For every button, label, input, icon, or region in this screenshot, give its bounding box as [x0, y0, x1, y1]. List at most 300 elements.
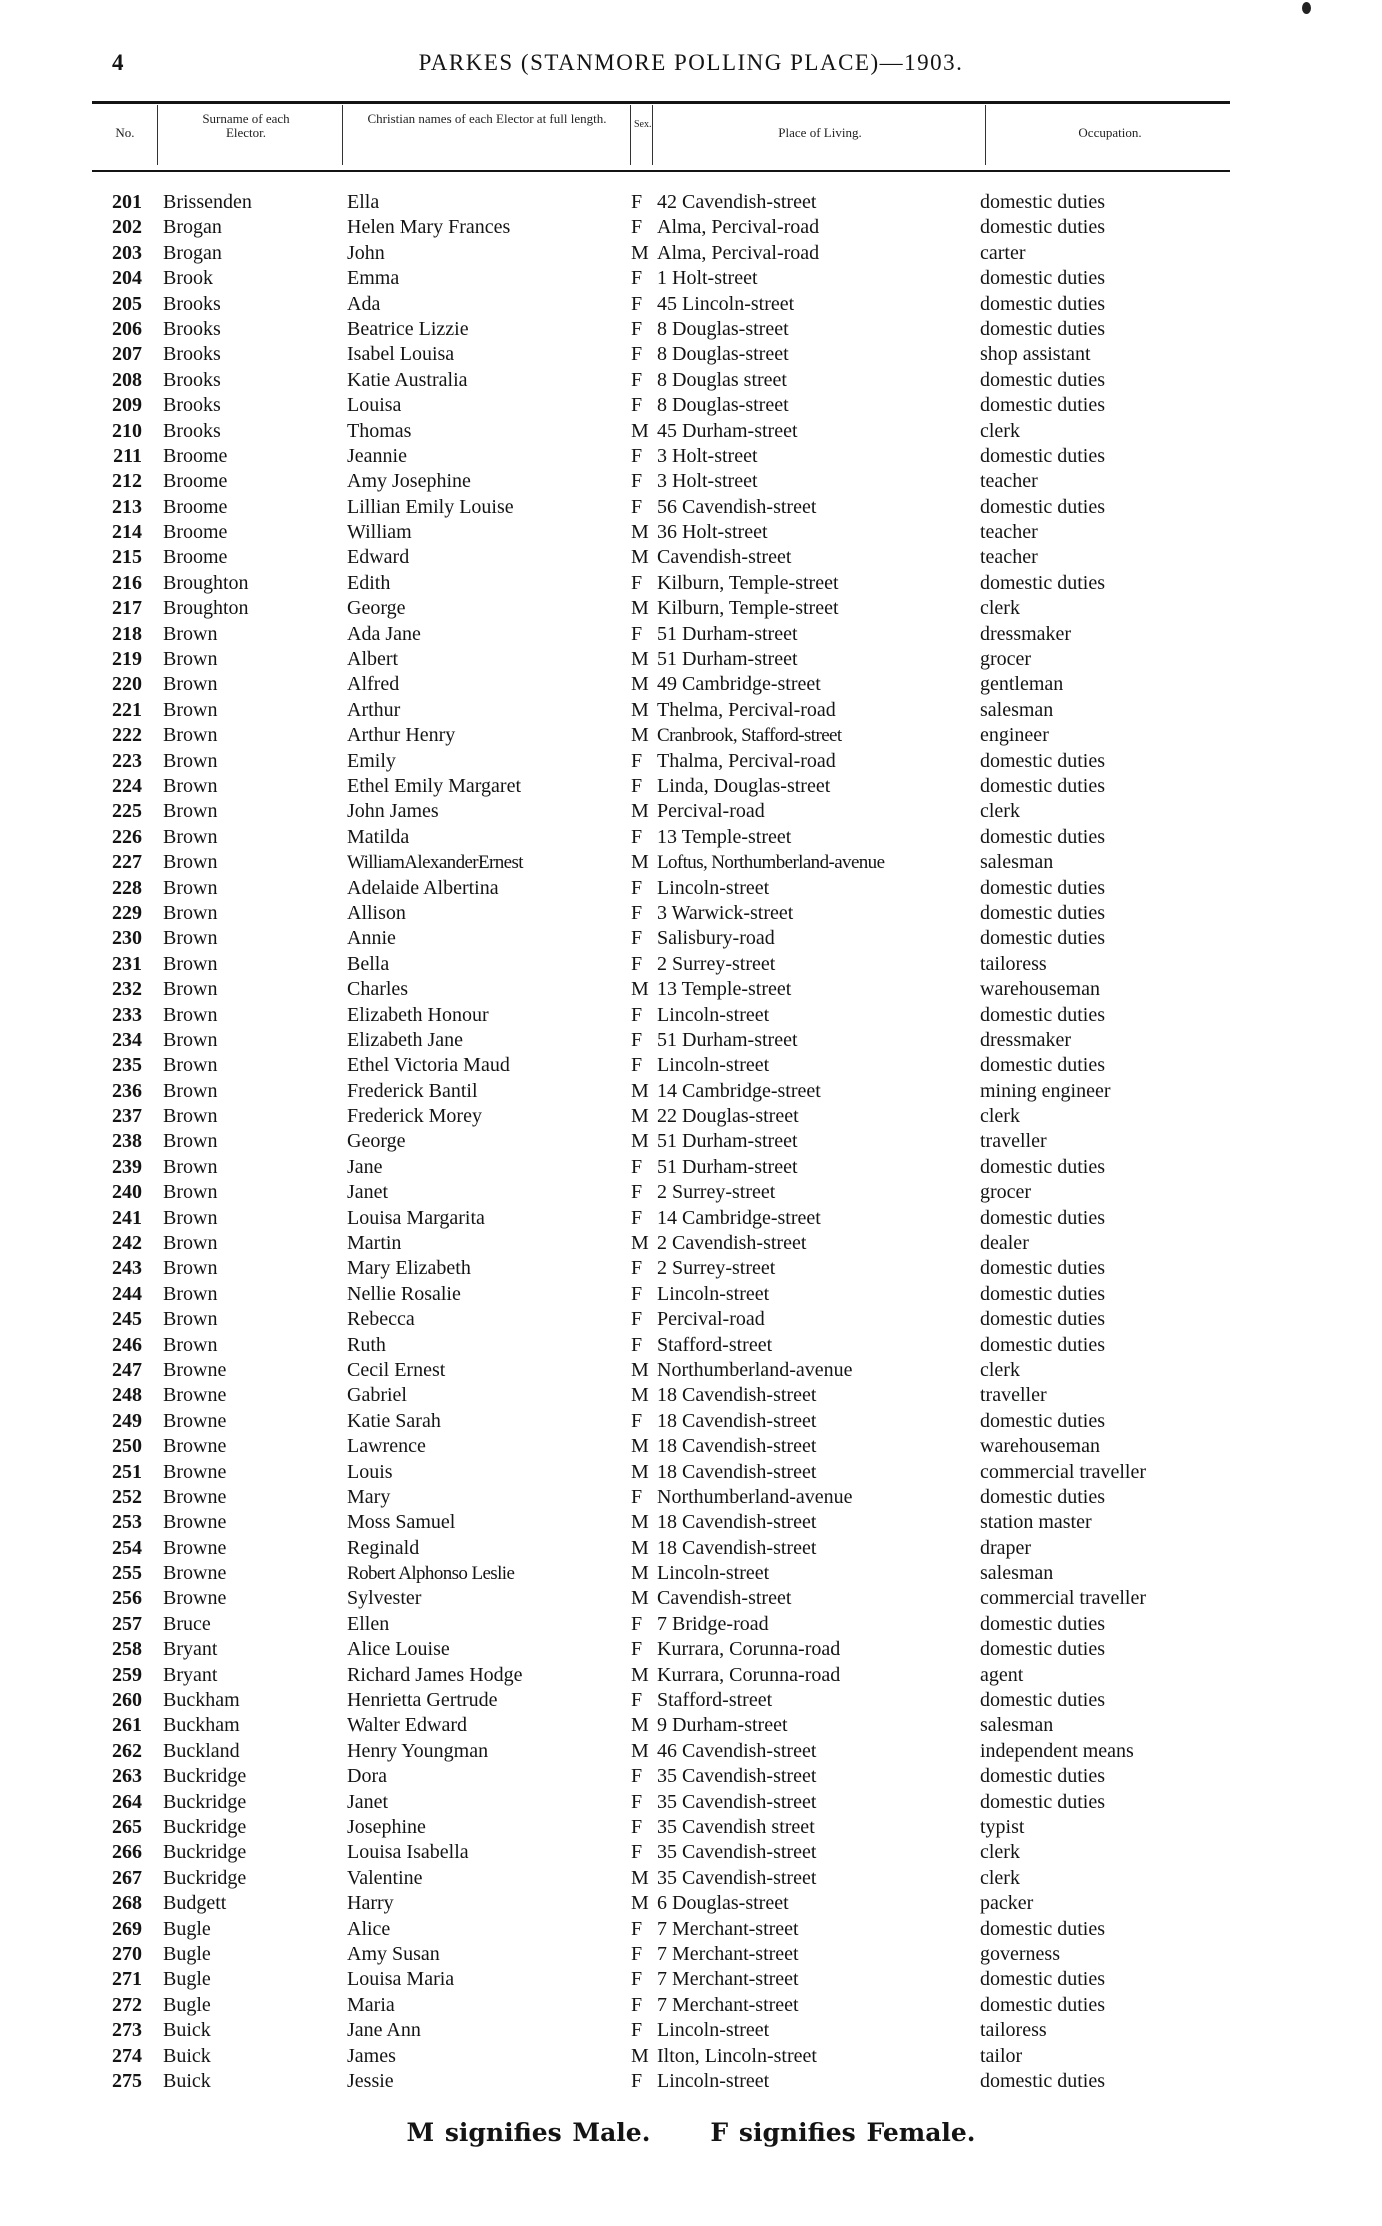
elector-christian-names: Mary Elizabeth	[347, 1257, 471, 1280]
table-row	[0, 2018, 1382, 2043]
table-row	[0, 1561, 1382, 1586]
table-row	[0, 850, 1382, 875]
elector-place-of-living: 36 Holt-street	[657, 521, 768, 544]
elector-sex: M	[631, 241, 649, 264]
elector-occupation: domestic duties	[980, 1206, 1105, 1229]
table-row	[0, 774, 1382, 799]
elector-occupation: domestic duties	[980, 216, 1105, 239]
elector-christian-names: Reginald	[347, 1536, 420, 1559]
elector-place-of-living: Linda, Douglas-street	[657, 774, 831, 797]
table-row	[0, 1307, 1382, 1332]
elector-occupation: domestic duties	[980, 1790, 1105, 1813]
elector-surname: Brooks	[163, 292, 221, 315]
elector-sex: M	[631, 1384, 649, 1407]
elector-occupation: teacher	[980, 521, 1038, 544]
elector-number: 202	[112, 216, 142, 239]
elector-place-of-living: 51 Durham-street	[657, 648, 798, 671]
column-header-christian: Christian names of each Elector at full length.	[367, 111, 607, 126]
column-header-occupation: Occupation.	[1078, 125, 1142, 140]
elector-surname: Browne	[163, 1485, 227, 1508]
elector-occupation: agent	[980, 1663, 1024, 1686]
elector-occupation: traveller	[980, 1384, 1047, 1407]
elector-occupation: domestic duties	[980, 571, 1105, 594]
elector-christian-names: Martin	[347, 1232, 402, 1255]
elector-surname: Budgett	[163, 1892, 227, 1915]
table-row	[0, 571, 1382, 596]
elector-place-of-living: 51 Durham-street	[657, 1028, 798, 1051]
table-row	[0, 1510, 1382, 1535]
elector-surname: Brooks	[163, 394, 221, 417]
elector-surname: Bugle	[163, 1993, 211, 2016]
elector-occupation: domestic duties	[980, 444, 1105, 467]
elector-place-of-living: 1 Holt-street	[657, 267, 758, 290]
elector-place-of-living: 45 Durham-street	[657, 419, 798, 442]
elector-sex: M	[631, 1079, 649, 1102]
elector-occupation: draper	[980, 1536, 1032, 1559]
elector-christian-names: Annie	[347, 927, 396, 950]
column-header-surname: Surname of each Elector.	[202, 111, 290, 140]
elector-christian-names: James	[347, 2044, 396, 2067]
elector-surname: Brown	[163, 927, 218, 950]
elector-surname: Brown	[163, 1155, 218, 1178]
elector-christian-names: Adelaide Albertina	[347, 876, 499, 899]
elector-occupation: domestic duties	[980, 1282, 1105, 1305]
elector-occupation: domestic duties	[980, 267, 1105, 290]
elector-christian-names: Robert Alphonso Leslie	[347, 1563, 515, 1585]
elector-sex: F	[631, 1333, 643, 1356]
elector-occupation: salesman	[980, 1714, 1054, 1737]
elector-number: 266	[112, 1841, 142, 1864]
elector-number: 268	[112, 1892, 142, 1915]
elector-number: 257	[112, 1612, 142, 1635]
elector-number: 255	[112, 1562, 142, 1585]
elector-sex: F	[631, 749, 643, 772]
elector-sex: F	[631, 1790, 643, 1813]
table-row	[0, 1663, 1382, 1688]
elector-surname: Brooks	[163, 343, 221, 366]
elector-christian-names: Moss Samuel	[347, 1511, 456, 1534]
elector-surname: Brown	[163, 876, 218, 899]
table-row	[0, 1917, 1382, 1942]
column-header-sex: Sex.	[634, 119, 652, 130]
elector-place-of-living: Lincoln-street	[657, 1282, 770, 1305]
elector-place-of-living: 51 Durham-street	[657, 1155, 798, 1178]
elector-place-of-living: 8 Douglas-street	[657, 317, 789, 340]
elector-sex: M	[631, 1232, 649, 1255]
elector-surname: Buckridge	[163, 1866, 247, 1889]
elector-surname: Broome	[163, 546, 228, 569]
elector-surname: Brooks	[163, 368, 221, 391]
elector-sex: F	[631, 1816, 643, 1838]
table-row	[0, 469, 1382, 494]
elector-christian-names: Cecil Ernest	[347, 1358, 446, 1381]
elector-occupation: domestic duties	[980, 876, 1105, 899]
elector-occupation: grocer	[980, 1181, 1032, 1204]
elector-sex: M	[631, 1358, 649, 1381]
elector-number: 213	[112, 495, 142, 518]
table-row	[0, 2069, 1382, 2094]
elector-surname: Brook	[163, 267, 213, 290]
elector-sex: F	[631, 1155, 643, 1178]
elector-christian-names: Beatrice Lizzie	[347, 317, 469, 340]
elector-place-of-living: 3 Holt-street	[657, 444, 758, 467]
elector-place-of-living: Northumberland-avenue	[657, 1358, 853, 1381]
elector-christian-names: Louis	[347, 1460, 393, 1483]
elector-place-of-living: 7 Bridge-road	[657, 1612, 769, 1635]
elector-christian-names: Jane	[347, 1155, 383, 1178]
column-header-no: No.	[115, 125, 135, 140]
elector-surname: Brogan	[163, 216, 222, 239]
table-row	[0, 1739, 1382, 1764]
elector-occupation: domestic duties	[980, 927, 1105, 950]
elector-sex: F	[631, 1409, 643, 1432]
elector-surname: Browne	[163, 1562, 227, 1585]
elector-place-of-living: Ilton, Lincoln-street	[657, 2044, 817, 2067]
table-row	[0, 241, 1382, 266]
elector-christian-names: Charles	[347, 978, 409, 1001]
elector-sex: M	[631, 1663, 649, 1686]
elector-surname: Brown	[163, 698, 218, 721]
elector-occupation: domestic duties	[980, 191, 1105, 213]
elector-occupation: domestic duties	[980, 1409, 1105, 1432]
elector-sex: M	[631, 673, 649, 696]
elector-surname: Buick	[163, 2044, 211, 2067]
table-row	[0, 190, 1382, 215]
elector-sex: F	[631, 1968, 643, 1991]
elector-number: 204	[112, 267, 142, 290]
elector-christian-names: Alfred	[347, 673, 400, 696]
elector-occupation: domestic duties	[980, 1917, 1105, 1940]
elector-christian-names: Thomas	[347, 419, 412, 442]
table-row	[0, 266, 1382, 291]
elector-place-of-living: 51 Durham-street	[657, 1130, 798, 1153]
table-row	[0, 1409, 1382, 1434]
elector-christian-names: Edith	[347, 571, 391, 594]
elector-place-of-living: 18 Cavendish-street	[657, 1435, 817, 1458]
elector-sex: F	[631, 825, 643, 848]
table-row	[0, 1104, 1382, 1129]
elector-number: 241	[112, 1206, 142, 1229]
elector-place-of-living: Lincoln-street	[657, 876, 770, 899]
elector-christian-names: Katie Sarah	[347, 1409, 441, 1432]
elector-christian-names: Ellen	[347, 1612, 390, 1635]
elector-surname: Browne	[163, 1384, 227, 1407]
elector-surname: Bryant	[163, 1638, 218, 1661]
elector-surname: Brown	[163, 622, 218, 645]
elector-christian-names: Alice	[347, 1917, 391, 1940]
table-row	[0, 1688, 1382, 1713]
table-row	[0, 368, 1382, 393]
elector-number: 264	[112, 1790, 142, 1813]
elector-number: 238	[112, 1130, 142, 1153]
elector-surname: Browne	[163, 1358, 227, 1381]
elector-christian-names: Richard James Hodge	[347, 1663, 523, 1686]
elector-sex: F	[631, 1612, 643, 1635]
elector-number: 227	[112, 851, 142, 874]
elector-surname: Browne	[163, 1536, 227, 1559]
elector-christian-names: Katie Australia	[347, 368, 468, 391]
elector-place-of-living: Percival-road	[657, 1308, 765, 1331]
elector-occupation: tailor	[980, 2044, 1023, 2067]
elector-christian-names: WilliamAlexanderErnest	[347, 852, 523, 874]
elector-sex: M	[631, 1435, 649, 1458]
table-row	[0, 672, 1382, 697]
elector-christian-names: Bella	[347, 952, 390, 975]
elector-place-of-living: 2 Surrey-street	[657, 1257, 776, 1280]
elector-number: 240	[112, 1181, 142, 1204]
elector-place-of-living: 13 Temple-street	[657, 978, 792, 1001]
elector-christian-names: Emily	[347, 749, 396, 772]
elector-sex: M	[631, 698, 649, 721]
elector-occupation: commercial traveller	[980, 1460, 1147, 1483]
elector-sex: F	[631, 1003, 643, 1026]
table-row	[0, 317, 1382, 342]
elector-sex: F	[631, 1282, 643, 1305]
column-divider	[157, 105, 158, 165]
elector-sex: F	[631, 901, 643, 924]
elector-christian-names: Nellie Rosalie	[347, 1282, 461, 1305]
elector-place-of-living: Lincoln-street	[657, 2019, 770, 2042]
elector-place-of-living: 35 Cavendish-street	[657, 1765, 817, 1788]
elector-surname: Brown	[163, 673, 218, 696]
elector-surname: Buckridge	[163, 1816, 247, 1838]
elector-christian-names: Amy Susan	[347, 1942, 440, 1965]
elector-surname: Bugle	[163, 1968, 211, 1991]
elector-place-of-living: 18 Cavendish-street	[657, 1536, 817, 1559]
elector-sex: M	[631, 1714, 649, 1737]
elector-number: 234	[112, 1028, 142, 1051]
elector-christian-names: Helen Mary Frances	[347, 216, 511, 239]
elector-surname: Brown	[163, 952, 218, 975]
table-row	[0, 647, 1382, 672]
elector-place-of-living: Cavendish-street	[657, 1587, 792, 1610]
elector-christian-names: Ethel Emily Margaret	[347, 774, 522, 797]
elector-occupation: traveller	[980, 1130, 1047, 1153]
elector-christian-names: Mary	[347, 1485, 391, 1508]
elector-place-of-living: 56 Cavendish-street	[657, 495, 817, 518]
elector-list	[0, 190, 1382, 2094]
table-row	[0, 419, 1382, 444]
elector-occupation: domestic duties	[980, 1485, 1105, 1508]
table-row	[0, 1790, 1382, 1815]
elector-sex: M	[631, 597, 649, 620]
elector-occupation: dressmaker	[980, 1028, 1072, 1051]
elector-sex: M	[631, 800, 649, 823]
elector-surname: Brown	[163, 1282, 218, 1305]
elector-christian-names: Ethel Victoria Maud	[347, 1054, 510, 1077]
column-divider	[985, 105, 986, 165]
table-row	[0, 292, 1382, 317]
elector-place-of-living: 8 Douglas-street	[657, 343, 789, 366]
table-row	[0, 1358, 1382, 1383]
elector-christian-names: Janet	[347, 1790, 389, 1813]
table-row	[0, 1460, 1382, 1485]
table-row	[0, 1815, 1382, 1840]
elector-number: 212	[112, 470, 142, 493]
elector-place-of-living: 7 Merchant-street	[657, 1993, 799, 2016]
table-row	[0, 596, 1382, 621]
elector-surname: Browne	[163, 1460, 227, 1483]
elector-number: 244	[112, 1282, 142, 1305]
table-row	[0, 1028, 1382, 1053]
elector-christian-names: Louisa	[347, 394, 402, 417]
elector-christian-names: Lawrence	[347, 1435, 426, 1458]
elector-occupation: governess	[980, 1942, 1060, 1965]
elector-number: 231	[112, 952, 142, 975]
elector-occupation: carter	[980, 241, 1026, 264]
elector-christian-names: Maria	[347, 1993, 395, 2016]
elector-occupation: station master	[980, 1511, 1092, 1534]
elector-number: 258	[112, 1638, 142, 1661]
elector-number: 272	[112, 1993, 142, 2016]
elector-sex: F	[631, 622, 643, 645]
elector-number: 237	[112, 1105, 142, 1128]
table-row	[0, 1079, 1382, 1104]
elector-sex: F	[631, 191, 643, 213]
elector-occupation: tailoress	[980, 2019, 1047, 2042]
elector-occupation: salesman	[980, 698, 1054, 721]
elector-number: 220	[112, 673, 142, 696]
elector-sex: F	[631, 952, 643, 975]
elector-number: 259	[112, 1663, 142, 1686]
elector-surname: Buckridge	[163, 1765, 247, 1788]
elector-surname: Brown	[163, 1206, 218, 1229]
elector-sex: F	[631, 394, 643, 417]
elector-sex: F	[631, 1689, 643, 1712]
table-row	[0, 1003, 1382, 1028]
elector-number: 242	[112, 1232, 142, 1255]
elector-sex: F	[631, 216, 643, 239]
elector-occupation: dealer	[980, 1232, 1029, 1255]
elector-occupation: domestic duties	[980, 1968, 1105, 1991]
elector-christian-names: Louisa Margarita	[347, 1206, 485, 1229]
elector-sex: F	[631, 1917, 643, 1940]
elector-place-of-living: Lincoln-street	[657, 1003, 770, 1026]
elector-sex: F	[631, 1028, 643, 1051]
elector-place-of-living: Cavendish-street	[657, 546, 792, 569]
table-row	[0, 749, 1382, 774]
table-row	[0, 1637, 1382, 1662]
elector-surname: Brown	[163, 724, 218, 747]
elector-sex: M	[631, 724, 649, 747]
table-row	[0, 2044, 1382, 2069]
table-row	[0, 1434, 1382, 1459]
elector-number: 201	[112, 191, 142, 213]
elector-sex: M	[631, 1866, 649, 1889]
elector-number: 209	[112, 394, 142, 417]
elector-christian-names: Isabel Louisa	[347, 343, 455, 366]
elector-number: 217	[112, 597, 142, 620]
elector-place-of-living: Stafford-street	[657, 1333, 773, 1356]
elector-sex: M	[631, 978, 649, 1001]
elector-number: 233	[112, 1003, 142, 1026]
print-speck	[1302, 2, 1311, 14]
elector-christian-names: George	[347, 1130, 406, 1153]
elector-surname: Brown	[163, 978, 218, 1001]
elector-surname: Bugle	[163, 1917, 211, 1940]
table-row	[0, 1180, 1382, 1205]
elector-christian-names: Gabriel	[347, 1384, 407, 1407]
table-row	[0, 1333, 1382, 1358]
elector-number: 250	[112, 1435, 142, 1458]
table-row	[0, 520, 1382, 545]
elector-christian-names: Alice Louise	[347, 1638, 450, 1661]
elector-christian-names: Valentine	[347, 1866, 423, 1889]
elector-occupation: domestic duties	[980, 317, 1105, 340]
elector-occupation: mining engineer	[980, 1079, 1111, 1102]
elector-place-of-living: 46 Cavendish-street	[657, 1739, 817, 1762]
elector-sex: F	[631, 1181, 643, 1204]
elector-place-of-living: 3 Holt-street	[657, 470, 758, 493]
elector-sex: F	[631, 1942, 643, 1965]
elector-christian-names: Josephine	[347, 1816, 426, 1838]
elector-christian-names: Rebecca	[347, 1308, 415, 1331]
elector-number: 222	[112, 724, 142, 747]
elector-christian-names: Allison	[347, 901, 406, 924]
elector-surname: Brown	[163, 800, 218, 823]
table-row	[0, 1485, 1382, 1510]
elector-place-of-living: 35 Cavendish street	[657, 1816, 815, 1838]
elector-sex: M	[631, 851, 649, 874]
elector-place-of-living: 6 Douglas-street	[657, 1892, 789, 1915]
elector-number: 275	[112, 2069, 142, 2092]
elector-number: 271	[112, 1968, 142, 1991]
elector-place-of-living: 42 Cavendish-street	[657, 191, 817, 213]
elector-place-of-living: 7 Merchant-street	[657, 1917, 799, 1940]
elector-surname: Brown	[163, 749, 218, 772]
elector-sex: M	[631, 648, 649, 671]
elector-surname: Brissenden	[163, 191, 252, 213]
elector-occupation: domestic duties	[980, 825, 1105, 848]
elector-place-of-living: 8 Douglas street	[657, 368, 787, 391]
elector-number: 218	[112, 622, 142, 645]
elector-number: 232	[112, 978, 142, 1001]
elector-sex: F	[631, 343, 643, 366]
elector-place-of-living: Lincoln-street	[657, 1054, 770, 1077]
elector-christian-names: Walter Edward	[347, 1714, 467, 1737]
elector-occupation: salesman	[980, 851, 1054, 874]
elector-surname: Brown	[163, 825, 218, 848]
elector-sex: M	[631, 1892, 649, 1915]
elector-christian-names: John James	[347, 800, 439, 823]
table-row	[0, 1231, 1382, 1256]
elector-sex: F	[631, 1257, 643, 1280]
elector-christian-names: Louisa Maria	[347, 1968, 455, 1991]
elector-number: 267	[112, 1866, 142, 1889]
elector-occupation: domestic duties	[980, 1638, 1105, 1661]
elector-christian-names: Frederick Bantil	[347, 1079, 478, 1102]
elector-occupation: gentleman	[980, 673, 1064, 696]
elector-surname: Buckridge	[163, 1841, 247, 1864]
elector-place-of-living: Loftus, Northumberland-avenue	[657, 852, 885, 874]
elector-sex: M	[631, 1536, 649, 1559]
elector-number: 243	[112, 1257, 142, 1280]
elector-occupation: domestic duties	[980, 1003, 1105, 1026]
elector-christian-names: Elizabeth Jane	[347, 1028, 464, 1051]
elector-occupation: clerk	[980, 1358, 1020, 1381]
elector-sex: F	[631, 1206, 643, 1229]
elector-place-of-living: 45 Lincoln-street	[657, 292, 795, 315]
elector-place-of-living: 35 Cavendish-street	[657, 1790, 817, 1813]
table-row	[0, 1713, 1382, 1738]
elector-occupation: salesman	[980, 1562, 1054, 1585]
elector-christian-names: Ruth	[347, 1333, 386, 1356]
header-rule-bottom	[92, 170, 1230, 172]
elector-sex: F	[631, 876, 643, 899]
elector-place-of-living: 2 Cavendish-street	[657, 1232, 807, 1255]
elector-christian-names: Sylvester	[347, 1587, 422, 1610]
elector-sex: M	[631, 1460, 649, 1483]
